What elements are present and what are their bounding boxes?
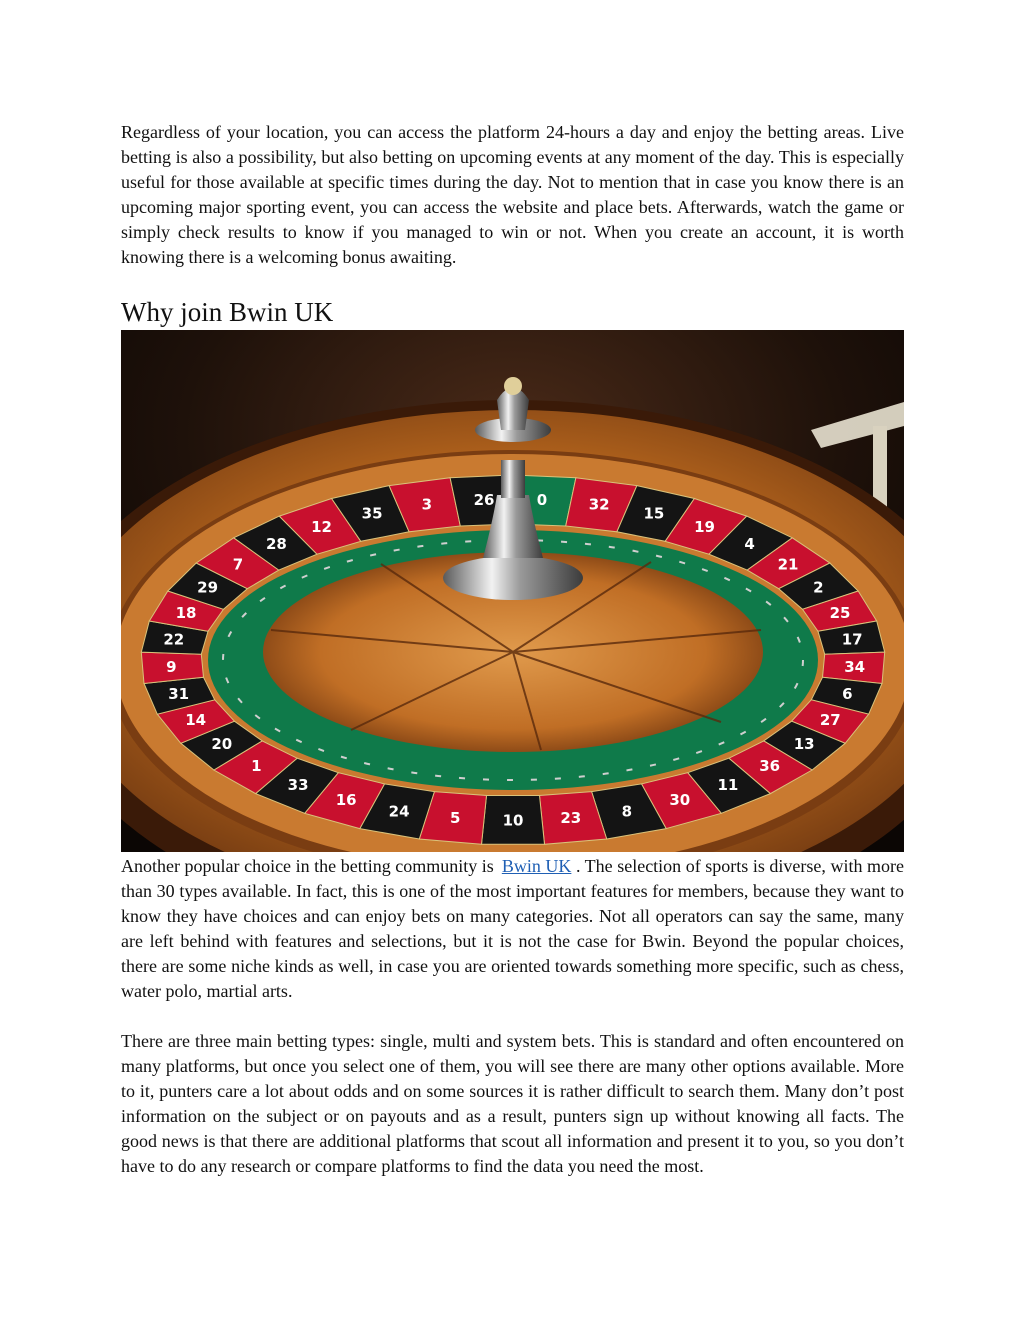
wheel-number: 25 (829, 604, 851, 622)
wheel-number: 33 (287, 775, 309, 794)
wheel-number: 28 (265, 535, 287, 554)
wheel-number: 34 (844, 657, 866, 676)
body-paragraph-bwin (121, 854, 904, 1004)
wheel-number: 31 (168, 684, 190, 703)
wheel-number: 29 (197, 578, 219, 597)
wheel-number: 26 (473, 491, 495, 510)
para2-after-link: . The selection of sports is diverse, with more than 30 types available. In fact, this is one of the most important features for members, because they want to know they have choices and can enjoy bets on many categories. Not all operators can say the same, many are left behind with features and selections, but it is not the case for Bwin. Beyond the popular choices, there are some niche kinds as well, in case you are oriented towards something more specific, such as chess, water polo, martial arts. (121, 856, 904, 1001)
wheel-number: 11 (717, 775, 739, 794)
roulette-wheel-photo (121, 330, 904, 852)
section-heading: Why join Bwin UK (121, 297, 334, 327)
wheel-number: 35 (361, 504, 383, 523)
wheel-number: 17 (841, 630, 863, 649)
wheel-number: 1 (251, 757, 262, 775)
document-page (121, 120, 904, 1179)
wheel-number: 9 (166, 657, 177, 676)
wheel-number: 12 (311, 518, 332, 536)
wheel-number: 20 (211, 735, 233, 754)
bwin-uk-link[interactable]: Bwin UK (501, 856, 572, 876)
intro-paragraph: Regardless of your location, you can access the platform 24-hours a day and enjoy the betting areas. Live betting is also a possibility, but also betting on upcoming events at any moment of the day. This is especially useful for those available at specific times during the day. Not to mention that in case you know there is an upcoming major sporting event, you can access the website and place bets. Afterwards, watch the game or simply check results to know if you managed to win or not. When you create an account, it is worth knowing there is a welcoming bonus awaiting. (121, 122, 904, 267)
body-paragraph-betting-types: There are three main betting types: single, multi and system bets. This is standard and often encountered on many platforms, but once you select one of them, you will see there are many other options available. More to it, punters care a lot about odds and on some sources it is rather difficult to search them. Many don’t post information on the subject or on payouts and as a result, punters sign up without knowing all facts. The good news is that there are additional platforms that scout all information and present it to you, so you don’t have to do any research or compare platforms to find the data you need the most. (121, 1031, 904, 1176)
wheel-number: 0 (536, 491, 548, 510)
wheel-number: 5 (449, 809, 461, 828)
wheel-number: 22 (163, 630, 185, 649)
wheel-number: 4 (744, 535, 755, 554)
wheel-number: 8 (621, 802, 633, 821)
wheel-number: 32 (588, 495, 610, 514)
wheel-number: 15 (643, 504, 665, 523)
wheel-number: 21 (777, 555, 799, 574)
wheel-number: 6 (842, 684, 853, 703)
wheel-number: 36 (759, 757, 781, 775)
wheel-number: 7 (232, 555, 244, 574)
para2-before-link: Another popular choice in the betting community is (121, 856, 494, 876)
wheel-number: 13 (793, 735, 815, 754)
wheel-number: 10 (502, 811, 524, 830)
wheel-number: 18 (175, 604, 197, 622)
wheel-number: 27 (819, 710, 841, 729)
wheel-number: 16 (335, 791, 357, 810)
wheel-number: 19 (694, 518, 715, 536)
wheel-number: 23 (560, 809, 582, 828)
wheel-number: 24 (388, 802, 410, 821)
wheel-number: 3 (421, 495, 433, 514)
wheel-number: 2 (813, 578, 824, 597)
wheel-number: 14 (185, 710, 207, 729)
wheel-number: 30 (669, 791, 691, 810)
